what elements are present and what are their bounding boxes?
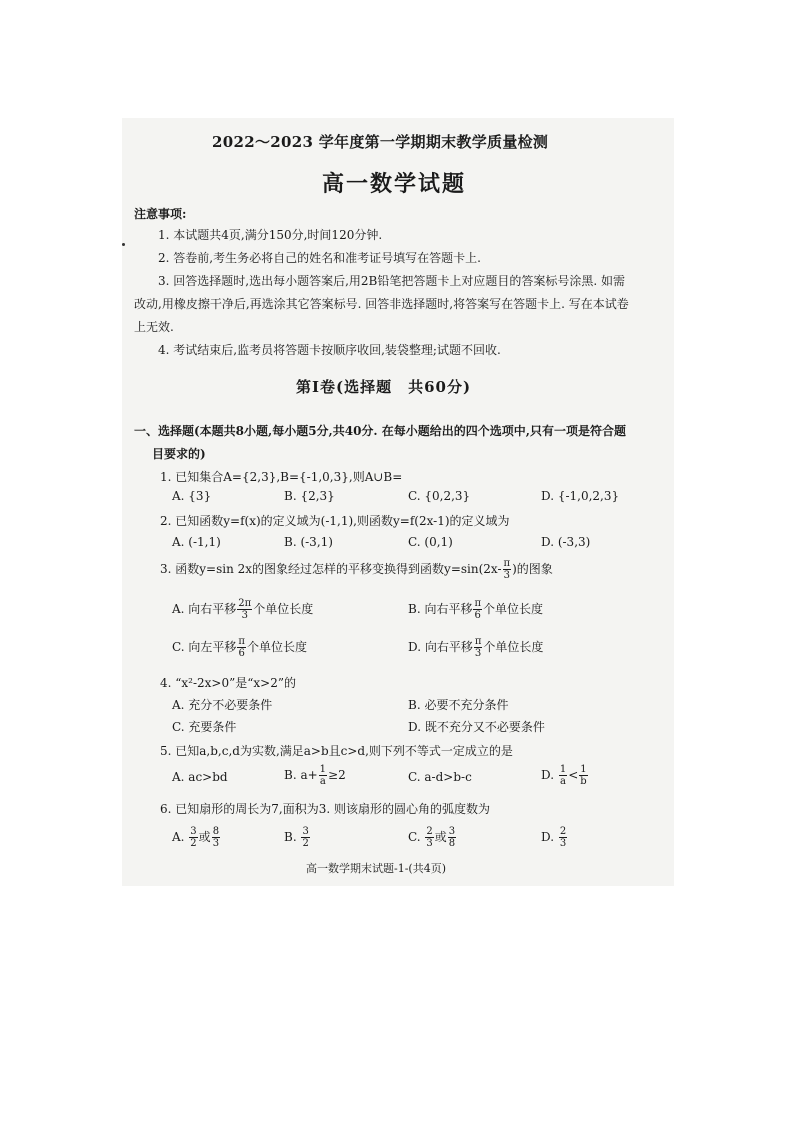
option-fraction [559, 764, 567, 787]
fraction-numerator: 2 [559, 826, 567, 837]
option-fraction [237, 598, 252, 621]
fraction-numerator: π [238, 636, 245, 647]
question-2-option-a: A. (-1,1) [172, 535, 221, 549]
section-title: 第Ⅰ卷(选择题 共60分) [296, 378, 472, 396]
fraction-denominator: 3 [426, 838, 433, 849]
option-fraction [474, 636, 483, 659]
section-desc-line-1: 一、选择题(本题共8小题,每小题5分,共40分. 在每小题给出的四个选项中,只有一项是符合题 [134, 424, 626, 438]
page-footer: 高一数学期末试题-1-(共4页) [306, 862, 447, 875]
question-1-option-a: A. {3} [172, 489, 212, 503]
option-tail: ≥2 [328, 768, 346, 782]
question-3-option-b [408, 598, 543, 621]
fraction-numerator: 3 [448, 826, 456, 837]
question-2-option-b: B. (-3,1) [284, 535, 333, 549]
fraction-numerator: π [474, 636, 482, 647]
option-fraction [212, 826, 220, 849]
fraction-denominator: 3 [212, 838, 220, 849]
fraction-denominator: 2 [190, 838, 197, 849]
subject-title: 高一数学试题 [322, 171, 467, 197]
exam-title: 2022～2023 学年度第一学期期末教学质量检测 [212, 133, 549, 151]
option-fraction [237, 636, 246, 659]
fraction-numerator: π [474, 598, 482, 609]
fraction-numerator: 1 [559, 764, 567, 775]
question-5-option-d [541, 764, 589, 787]
question-5-option-b [284, 764, 346, 787]
question-6-stem: 6. 已知扇形的周长为7,面积为3. 则该扇形的圆心角的弧度数为 [160, 802, 490, 816]
notice-item-4: 4. 考试结束后,监考员将答题卡按顺序收回,装袋整理;试题不回收. [158, 343, 501, 357]
option-text: A. [172, 830, 189, 844]
question-6-option-c [408, 826, 457, 849]
fraction-numerator: 2 [426, 826, 433, 837]
scan-speck [122, 243, 125, 246]
question-4-option-a: A. 充分不必要条件 [172, 698, 273, 712]
question-4-option-b: B. 必要不充分条件 [408, 698, 509, 712]
question-2-option-c: C. (0,1) [408, 535, 453, 549]
question-5-option-a: A. ac>bd [172, 770, 228, 784]
fraction-denominator: a [319, 776, 326, 787]
fraction-denominator: 2 [302, 838, 309, 849]
fraction-numerator: 3 [302, 826, 309, 837]
option-text: C. [408, 830, 425, 844]
question-3-stem-fraction [503, 558, 512, 581]
option-tail: 个单位长度 [246, 640, 307, 654]
question-3-stem-text: 3. 函数y=sin 2x的图象经过怎样的平移变换得到函数y=sin(2x- [160, 562, 502, 576]
option-text: D. [541, 768, 558, 782]
option-tail: 个单位长度 [483, 602, 544, 616]
option-fraction [319, 764, 327, 787]
option-text: B. a+ [284, 768, 318, 782]
fraction-numerator: 1 [580, 764, 587, 775]
option-relation: < [568, 768, 579, 782]
option-fraction [559, 826, 567, 849]
question-3-option-d [408, 636, 543, 659]
fraction-denominator: 3 [241, 610, 248, 621]
notice-heading: 注意事项: [134, 207, 187, 221]
question-4-stem: 4. “x²-2x>0”是“x>2”的 [160, 676, 296, 690]
question-3-option-a [172, 598, 313, 621]
fraction-denominator: 6 [238, 648, 245, 659]
fraction-numerator: π [503, 558, 511, 569]
option-text: A. 向右平移 [172, 602, 237, 616]
option-tail: 个单位长度 [483, 640, 544, 654]
fraction-denominator: 3 [559, 838, 567, 849]
option-text: D. [541, 830, 558, 844]
notice-item-1: 1. 本试题共4页,满分150分,时间120分钟. [158, 228, 383, 242]
fraction-numerator: 8 [212, 826, 220, 837]
option-fraction [473, 598, 482, 621]
question-3-stem-tail: )的图象 [512, 562, 553, 576]
question-2-option-d: D. (-3,3) [541, 535, 591, 549]
option-text: D. 向右平移 [408, 640, 473, 654]
option-relation: 或 [198, 830, 211, 844]
fraction-numerator: 3 [190, 826, 197, 837]
section-desc-line-2: 目要求的) [152, 447, 206, 461]
option-fraction [448, 826, 456, 849]
option-fraction [189, 826, 197, 849]
notice-item-3-line-1: 3. 回答选择题时,选出每小题答案后,用2B铅笔把答题卡上对应题目的答案标号涂黑. 如需 [158, 274, 625, 288]
notice-item-2: 2. 答卷前,考生务必将自己的姓名和准考证号填写在答题卡上. [158, 251, 481, 265]
question-3-stem [160, 558, 553, 581]
question-1-stem: 1. 已知集合A={2,3},B={-1,0,3},则A∪B= [160, 470, 403, 484]
question-4-option-d: D. 既不充分又不必要条件 [408, 720, 545, 734]
fraction-denominator: 8 [448, 838, 456, 849]
question-2-stem: 2. 已知函数y=f(x)的定义域为(-1,1),则函数y=f(2x-1)的定义域为 [160, 514, 510, 528]
fraction-denominator: 6 [474, 610, 481, 621]
notice-item-3-line-3: 上无效. [134, 320, 174, 334]
question-6-option-d [541, 826, 568, 849]
option-fraction [425, 826, 433, 849]
question-6-option-b [284, 826, 311, 849]
question-1-option-d: D. {-1,0,2,3} [541, 489, 620, 503]
question-1-option-c: C. {0,2,3} [408, 489, 471, 503]
option-text: C. 向左平移 [172, 640, 237, 654]
fraction-numerator: 1 [319, 764, 327, 775]
question-6-option-a [172, 826, 221, 849]
question-1-option-b: B. {2,3} [284, 489, 335, 503]
fraction-denominator: 3 [503, 570, 510, 581]
option-text: B. [284, 830, 301, 844]
question-5-option-c: C. a-d>b-c [408, 770, 472, 784]
notice-item-3-line-2: 改动,用橡皮擦干净后,再选涂其它答案标号. 回答非选择题时,将答案写在答题卡上. 写在本试卷 [134, 297, 629, 311]
option-fraction [579, 764, 587, 787]
option-text: B. 向右平移 [408, 602, 473, 616]
question-3-option-c [172, 636, 307, 659]
option-tail: 个单位长度 [253, 602, 314, 616]
option-fraction [301, 826, 309, 849]
fraction-denominator: b [580, 776, 587, 787]
option-relation: 或 [434, 830, 447, 844]
fraction-numerator: 2π [238, 598, 252, 609]
fraction-denominator: 3 [474, 648, 482, 659]
question-5-stem: 5. 已知a,b,c,d为实数,满足a>b且c>d,则下列不等式一定成立的是 [160, 744, 513, 758]
fraction-denominator: a [560, 776, 566, 787]
question-4-option-c: C. 充要条件 [172, 720, 237, 734]
